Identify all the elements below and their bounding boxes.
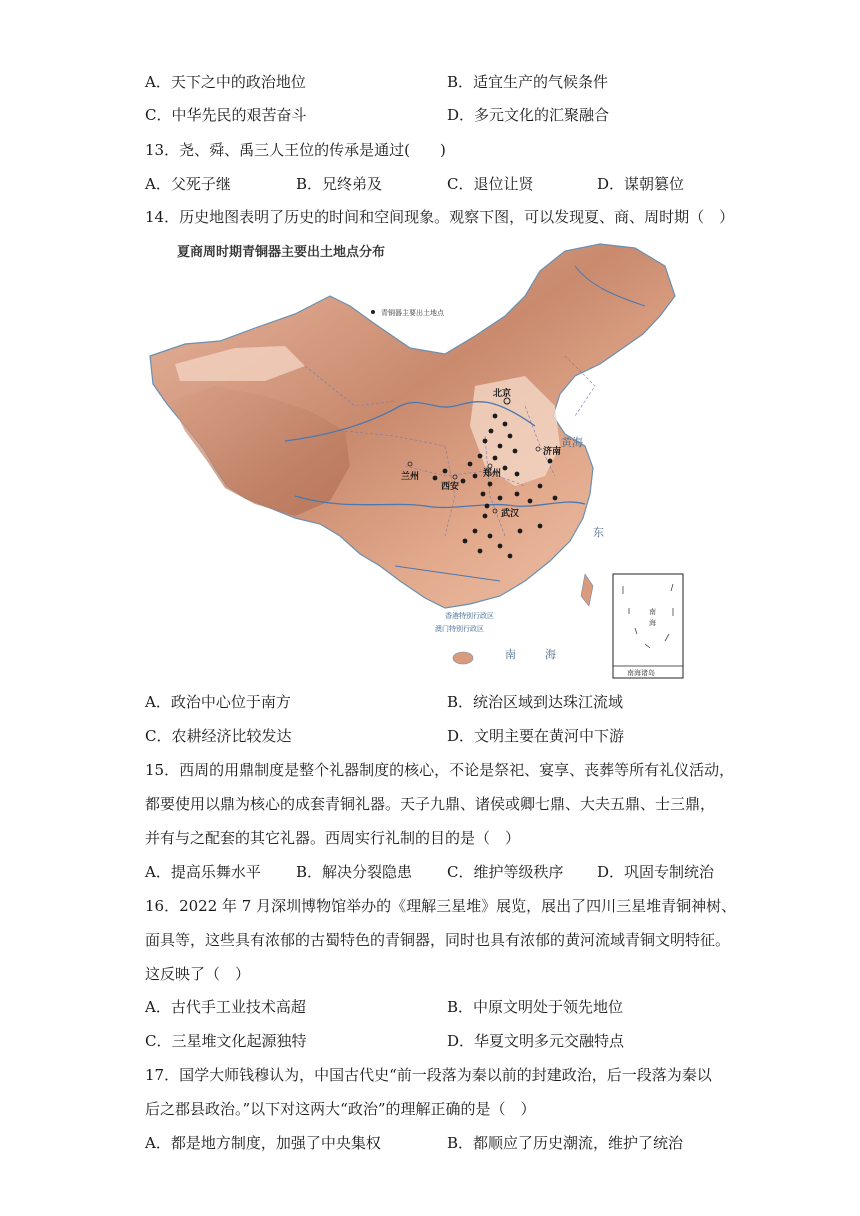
q15-option-b: B．解决分裂隐患 bbox=[296, 863, 413, 881]
q16-option-a: A．古代手工业技术高超 bbox=[145, 998, 306, 1016]
q13-option-a: A．父死子继 bbox=[145, 175, 231, 193]
q15-option-d: D．巩固专制统治 bbox=[597, 863, 715, 881]
south-sea-inset-frame bbox=[613, 574, 683, 678]
q16-option-c: C．三星堆文化起源独特 bbox=[145, 1032, 307, 1050]
q13-option-b: B．兄终弟及 bbox=[296, 175, 383, 193]
q14-option-d: D．文明主要在黄河中下游 bbox=[447, 727, 625, 745]
map-label-nanhai-2: 海 bbox=[545, 648, 556, 661]
q17-option-b: B．都顺应了历史潮流，维护了统治 bbox=[447, 1134, 684, 1152]
q17-line-2: 后之郡县政治。”以下对这两大“政治”的理解正确的是（ ） bbox=[145, 1100, 536, 1118]
q12-option-a: A．天下之中的政治地位 bbox=[145, 73, 306, 91]
q12-option-c: C．中华先民的艰苦奋斗 bbox=[145, 106, 307, 124]
map-label-donghai: 东 bbox=[593, 526, 604, 539]
q16-option-d: D．华夏文明多元交融特点 bbox=[447, 1032, 625, 1050]
q14-stem: 14．历史地图表明了历史的时间和空间现象。观察下图，可以发现夏、商、周时期（ ） bbox=[145, 208, 735, 226]
map-label-jinan: 济南 bbox=[543, 447, 562, 457]
q13-stem: 13．尧、舜、禹三人王位的传承是通过( ) bbox=[145, 141, 446, 159]
map-label-zhengzhou: 郑州 bbox=[483, 469, 502, 479]
map-label-nanhai: 南 bbox=[505, 648, 516, 661]
map-label-hk: 香港特别行政区 bbox=[445, 612, 494, 620]
q12-option-d: D．多元文化的汇聚融合 bbox=[447, 106, 610, 124]
q17-line-1: 17．国学大师钱穆认为，中国古代史“前一段落为秦以前的封建政治，后一段落为秦以 bbox=[145, 1066, 712, 1084]
q15-line-1: 15．西周的用鼎制度是整个礼器制度的核心，不论是祭祀、宴享、丧葬等所有礼仪活动， bbox=[145, 761, 735, 779]
map-inset-label: 南海诸岛 bbox=[627, 669, 655, 677]
q14-option-c: C．农耕经济比较发达 bbox=[145, 727, 292, 745]
q13-option-d: D．谋朝篡位 bbox=[597, 175, 685, 193]
map-legend: 青铜器主要出土地点 bbox=[381, 309, 444, 317]
map-label-macau: 澳门特别行政区 bbox=[435, 625, 484, 633]
q12-option-b: B．适宜生产的气候条件 bbox=[447, 73, 609, 91]
map-label-xian: 西安 bbox=[441, 482, 460, 492]
hainan-island bbox=[453, 652, 473, 664]
q14-option-b: B．统治区域到达珠江流域 bbox=[447, 693, 624, 711]
q13-option-c: C．退位让贤 bbox=[447, 175, 534, 193]
map-inset-nan: 南 bbox=[649, 608, 656, 616]
q17-option-a: A．都是地方制度，加强了中央集权 bbox=[145, 1134, 381, 1152]
legend-dot-icon bbox=[371, 310, 375, 314]
q15-line-2: 都要使用以鼎为核心的成套青铜礼器。天子九鼎、诸侯或卿七鼎、大夫五鼎、士三鼎， bbox=[145, 795, 716, 813]
bronze-distribution-map bbox=[145, 236, 685, 680]
map-label-lanzhou: 兰州 bbox=[401, 472, 420, 482]
q15-option-c: C．维护等级秩序 bbox=[447, 863, 564, 881]
map-label-wuhan: 武汉 bbox=[501, 509, 520, 519]
q16-option-b: B．中原文明处于领先地位 bbox=[447, 998, 624, 1016]
q15-option-a: A．提高乐舞水平 bbox=[145, 863, 261, 881]
q16-line-1: 16．2022 年 7 月深圳博物馆举办的《理解三星堆》展览，展出了四川三星堆青铜神树、 bbox=[145, 897, 737, 915]
china-map-graphic bbox=[145, 236, 685, 680]
q14-option-a: A．政治中心位于南方 bbox=[145, 693, 291, 711]
map-label-huanghai: 黄海 bbox=[561, 436, 583, 449]
q16-line-3: 这反映了（ ） bbox=[145, 965, 251, 983]
map-inset-hai: 海 bbox=[649, 619, 656, 627]
map-label-beijing: 北京 bbox=[493, 389, 512, 399]
q16-line-2: 面具等，这些具有浓郁的古蜀特色的青铜器，同时也具有浓郁的黄河流域青铜文明特征。 bbox=[145, 931, 731, 949]
q15-line-3: 并有与之配套的其它礼器。西周实行礼制的目的是（ ） bbox=[145, 829, 521, 847]
map-title: 夏商周时期青铜器主要出土地点分布 bbox=[177, 245, 386, 260]
